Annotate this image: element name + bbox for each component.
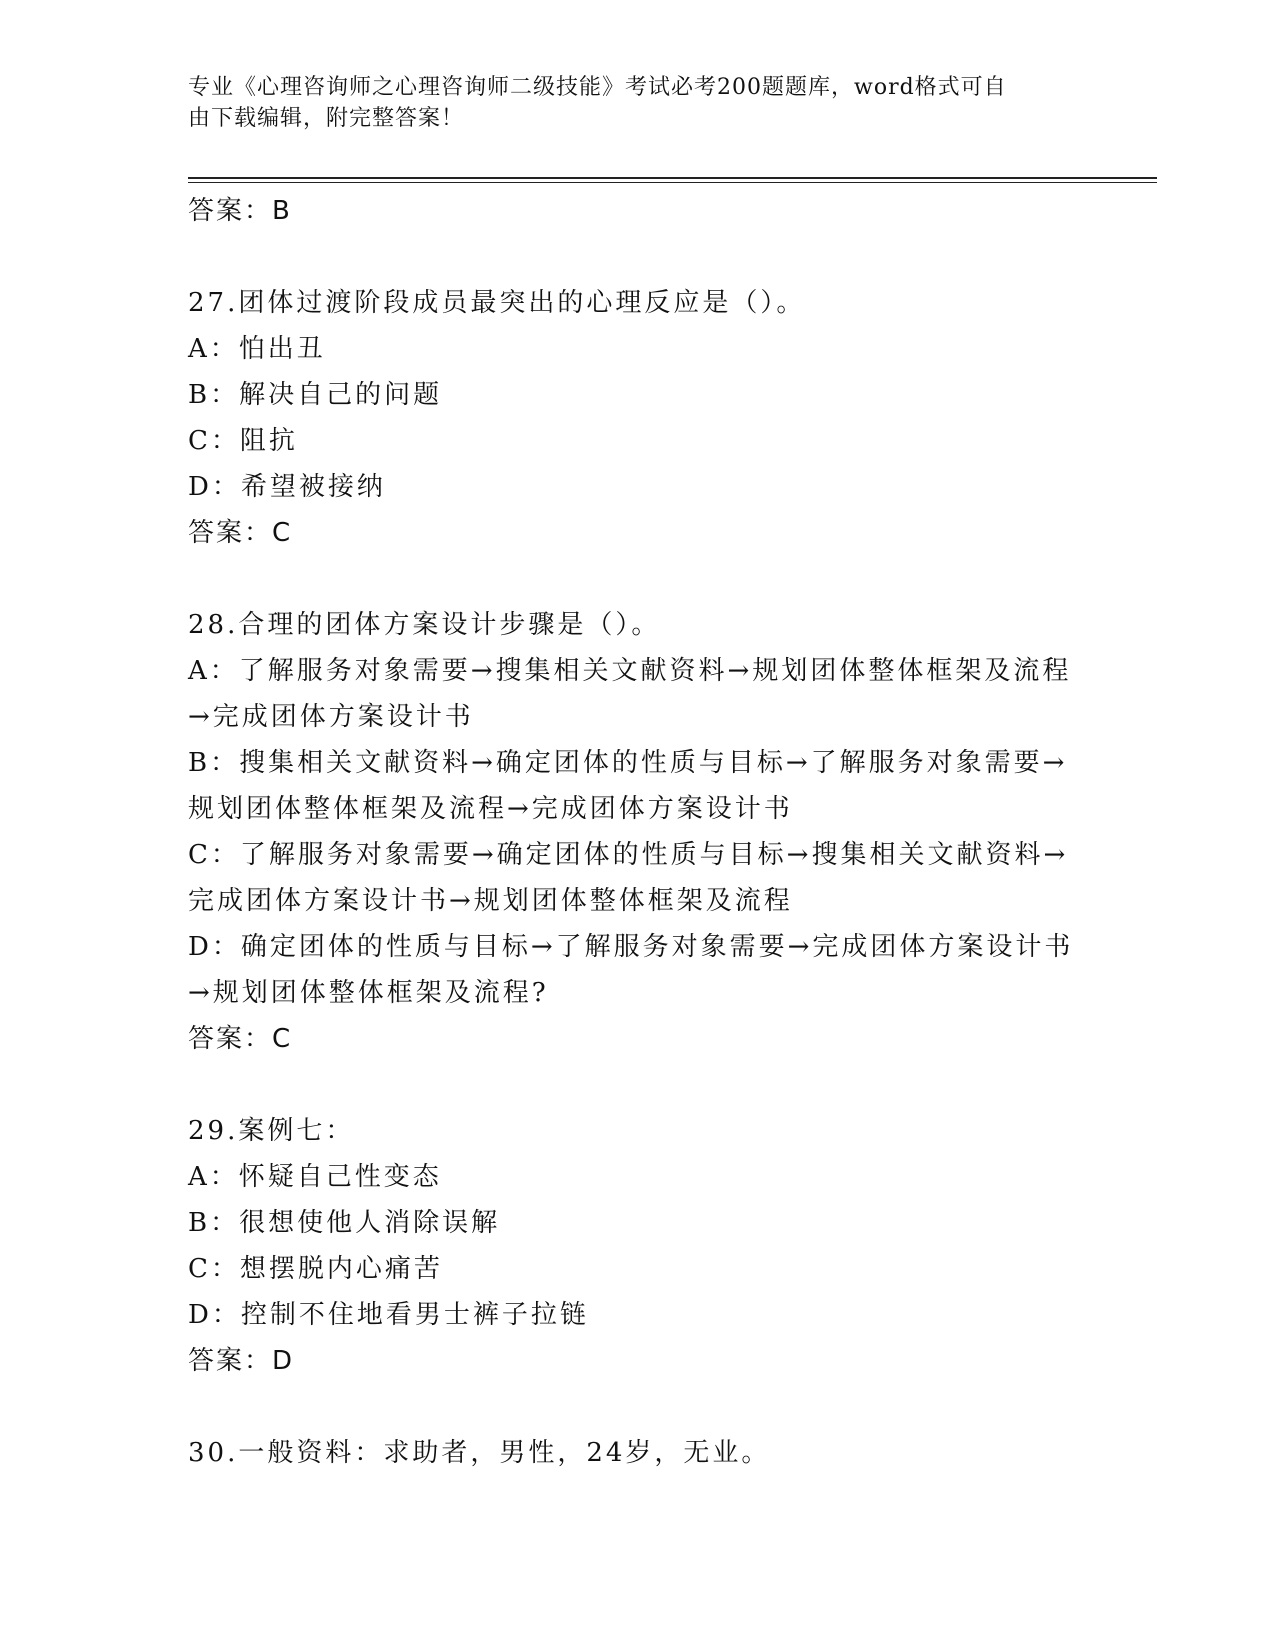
option-d: D：确定团体的性质与目标→了解服务对象需要→完成团体方案设计书 <box>188 932 1074 962</box>
question-stem: 30.一般资料：求助者，男性，24岁，无业。 <box>188 1438 771 1468</box>
option-b-continued: 规划团体整体框架及流程→完成团体方案设计书 <box>188 794 793 824</box>
document-header <box>188 72 1068 134</box>
header-divider-thick <box>188 177 1157 179</box>
option-b: B：很想使他人消除误解 <box>188 1208 501 1238</box>
question-27 <box>188 280 1088 556</box>
option-b: B：搜集相关文献资料→确定团体的性质与目标→了解服务对象需要→ <box>188 748 1068 778</box>
option-c: C：了解服务对象需要→确定团体的性质与目标→搜集相关文献资料→ <box>188 840 1069 870</box>
option-c-continued: 完成团体方案设计书→规划团体整体框架及流程 <box>188 886 793 916</box>
option-c: C：想摆脱内心痛苦 <box>188 1254 443 1284</box>
answer-line: 答案：C <box>188 1024 293 1054</box>
option-d: D：希望被接纳 <box>188 472 386 502</box>
header-line-2: 由下载编辑，附完整答案！ <box>188 106 465 131</box>
answer-line: 答案：B <box>188 196 292 226</box>
question-28 <box>188 602 1088 1062</box>
option-a: A：怕出丑 <box>188 334 326 364</box>
question-stem: 28.合理的团体方案设计步骤是（）。 <box>188 610 661 640</box>
option-d-continued: →规划团体整体框架及流程? <box>188 978 549 1008</box>
question-29 <box>188 1108 1088 1384</box>
header-divider-thin <box>188 182 1157 183</box>
question-stem: 29.案例七： <box>188 1116 355 1146</box>
question-30 <box>188 1430 1088 1476</box>
answer-line: 答案：C <box>188 518 293 548</box>
option-c: C：阻抗 <box>188 426 298 456</box>
option-a: A：怀疑自己性变态 <box>188 1162 442 1192</box>
question-list <box>188 188 1088 1476</box>
option-b: B：解决自己的问题 <box>188 380 443 410</box>
answer-line: 答案：D <box>188 1346 295 1376</box>
option-a: A：了解服务对象需要→搜集相关文献资料→规划团体整体框架及流程 <box>188 656 1072 686</box>
option-a-continued: →完成团体方案设计书 <box>188 702 474 732</box>
header-line-1: 专业《心理咨询师之心理咨询师二级技能》考试必考200题题库，word格式可自 <box>188 75 1007 100</box>
question-stem: 27.团体过渡阶段成员最突出的心理反应是（）。 <box>188 288 806 318</box>
option-d: D：控制不住地看男士裤子拉链 <box>188 1300 589 1330</box>
